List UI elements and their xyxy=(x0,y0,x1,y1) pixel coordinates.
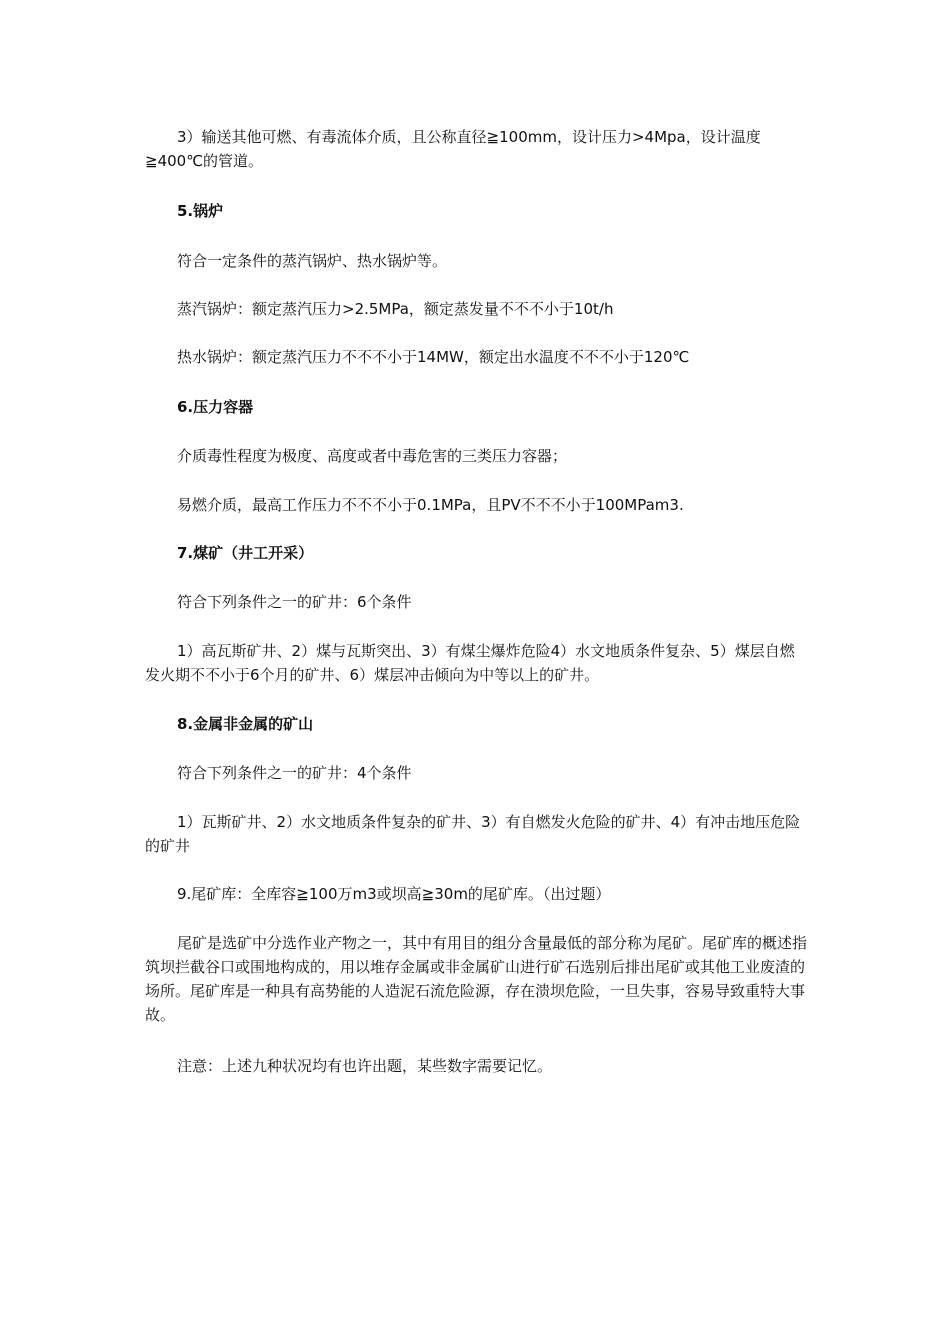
paragraph-tailings-pond: 9.尾矿库：全库容≧100万m3或坝高≧30m的尾矿库。（出过题） xyxy=(177,885,611,903)
paragraph-flammable-medium: 易燃介质，最高工作压力不不不小于0.1MPa，且PV不不不小于100MPam3. xyxy=(177,496,684,514)
paragraph-metal-mine-conditions: 符合下列条件之一的矿井：4个条件 xyxy=(177,764,412,782)
paragraph-pipeline-condition: 3）输送其他可燃、有毒流体介质，且公称直径≧100mm，设计压力>4Mpa，设计温度≧400℃的管道。 xyxy=(145,128,761,170)
heading-boiler: 5.锅炉 xyxy=(177,202,224,220)
paragraph-boiler-condition: 符合一定条件的蒸汽锅炉、热水锅炉等。 xyxy=(177,252,448,270)
paragraph-note: 注意：上述九种状况均有也许出题，某些数字需要记忆。 xyxy=(177,1057,553,1075)
paragraph-steam-boiler: 蒸汽锅炉：额定蒸汽压力>2.5MPa，额定蒸发量不不不小于10t/h xyxy=(177,300,614,318)
heading-coal-mine: 7.煤矿（井工开采） xyxy=(177,544,314,562)
heading-pressure-vessel: 6.压力容器 xyxy=(177,398,254,416)
paragraph-hot-water-boiler: 热水锅炉：额定蒸汽压力不不不小于14MW，额定出水温度不不不小于120℃ xyxy=(177,348,690,366)
paragraph-tailings-definition: 尾矿是选矿中分选作业产物之一，其中有用目的组分含量最低的部分称为尾矿。尾矿库的概述指筑坝拦截谷口或围地构成的，用以堆存金属或非金属矿山进行矿石选别后排出尾矿或其他工业废渣的场所。尾矿库是一种具有高势能的人造泥石流危险源，存在溃坝危险，一旦失事，容易导致重特大事故。 xyxy=(145,934,808,1024)
heading-metal-mine: 8.金属非金属的矿山 xyxy=(177,715,314,733)
paragraph-coal-mine-conditions: 符合下列条件之一的矿井：6个条件 xyxy=(177,593,412,611)
paragraph-toxic-medium: 介质毒性程度为极度、高度或者中毒危害的三类压力容器； xyxy=(177,447,568,465)
paragraph-metal-mine-list: 1）瓦斯矿井、2）水文地质条件复杂的矿井、3）有自燃发火危险的矿井、4）有冲击地压危险的矿井 xyxy=(145,813,801,855)
paragraph-coal-mine-list: 1）高瓦斯矿井、2）煤与瓦斯突出、3）有煤尘爆炸危险4）水文地质条件复杂、5）煤层自燃发火期不不小于6个月的矿井、6）煤层冲击倾向为中等以上的矿井。 xyxy=(145,642,795,684)
